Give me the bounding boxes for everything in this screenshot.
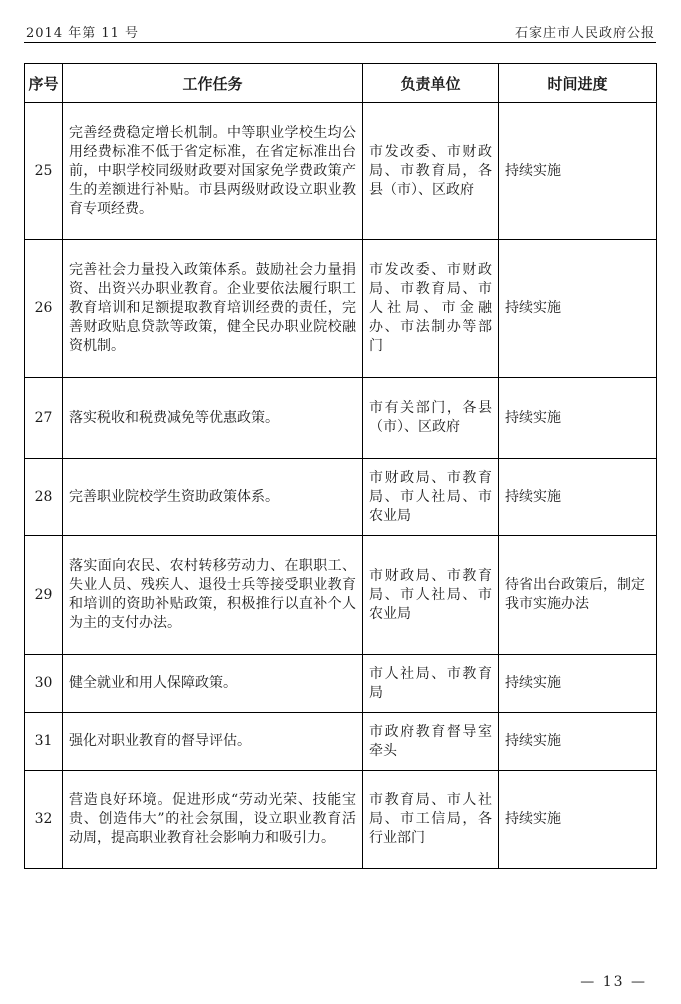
page-number: — 13 — <box>580 974 647 990</box>
header-publication: 石家庄市人民政府公报 <box>514 26 655 41</box>
table-row <box>25 103 657 240</box>
row-number: 31 <box>25 713 63 771</box>
row-task: 完善职业院校学生资助政策体系。 <box>63 459 363 536</box>
table-row <box>25 378 657 459</box>
row-unit: 市人社局、市教育局 <box>363 655 499 713</box>
table-row <box>25 459 657 536</box>
row-number: 30 <box>25 655 63 713</box>
task-table <box>24 63 657 869</box>
row-number: 29 <box>25 536 63 655</box>
row-number: 32 <box>25 771 63 869</box>
table-row <box>25 240 657 378</box>
row-unit: 市财政局、市教育局、市人社局、市农业局 <box>363 536 499 655</box>
row-number: 25 <box>25 103 63 240</box>
row-number: 27 <box>25 378 63 459</box>
row-unit: 市财政局、市教育局、市人社局、市农业局 <box>363 459 499 536</box>
table-row <box>25 536 657 655</box>
row-unit: 市有关部门，各县（市）、区政府 <box>363 378 499 459</box>
row-time: 持续实施 <box>499 771 657 869</box>
table-header-row <box>25 64 657 103</box>
row-task: 落实面向农民、农村转移劳动力、在职职工、失业人员、残疾人、退役士兵等接受职业教育和培训的资助补贴政策，积极推行以直补个人为主的支付办法。 <box>63 536 363 655</box>
col-header-time: 时间进度 <box>499 64 657 103</box>
header-issue: 2014 年第 11 号 <box>26 26 140 41</box>
row-time: 待省出台政策后，制定我市实施办法 <box>499 536 657 655</box>
row-time: 持续实施 <box>499 713 657 771</box>
row-task: 完善经费稳定增长机制。中等职业学校生均公用经费标准不低于省定标准，在省定标准出台前，中职学校同级财政要对国家免学费政策产生的差额进行补贴。市县两级财政设立职业教育专项经费。 <box>63 103 363 240</box>
row-time: 持续实施 <box>499 240 657 378</box>
row-task: 落实税收和税费减免等优惠政策。 <box>63 378 363 459</box>
col-header-number: 序号 <box>25 64 63 103</box>
col-header-task: 工作任务 <box>63 64 363 103</box>
row-unit: 市教育局、市人社局、市工信局，各行业部门 <box>363 771 499 869</box>
row-time: 持续实施 <box>499 378 657 459</box>
row-task: 完善社会力量投入政策体系。鼓励社会力量捐资、出资兴办职业教育。企业要依法履行职工教育培训和足额提取教育培训经费的责任，完善财政贴息贷款等政策，健全民办职业院校融资机制。 <box>63 240 363 378</box>
header-rule <box>24 42 656 43</box>
row-unit: 市发改委、市财政局、市教育局、市人社局、市金融办、市法制办等部门 <box>363 240 499 378</box>
row-number: 26 <box>25 240 63 378</box>
row-task: 强化对职业教育的督导评估。 <box>63 713 363 771</box>
row-number: 28 <box>25 459 63 536</box>
row-time: 持续实施 <box>499 103 657 240</box>
row-time: 持续实施 <box>499 459 657 536</box>
table-row <box>25 771 657 869</box>
row-time: 持续实施 <box>499 655 657 713</box>
row-task: 健全就业和用人保障政策。 <box>63 655 363 713</box>
table-row <box>25 713 657 771</box>
row-unit: 市发改委、市财政局、市教育局，各县（市）、区政府 <box>363 103 499 240</box>
row-unit: 市政府教育督导室牵头 <box>363 713 499 771</box>
col-header-unit: 负责单位 <box>363 64 499 103</box>
row-task: 营造良好环境。促进形成“劳动光荣、技能宝贵、创造伟大”的社会氛围，设立职业教育活动周，提高职业教育社会影响力和吸引力。 <box>63 771 363 869</box>
table-row <box>25 655 657 713</box>
